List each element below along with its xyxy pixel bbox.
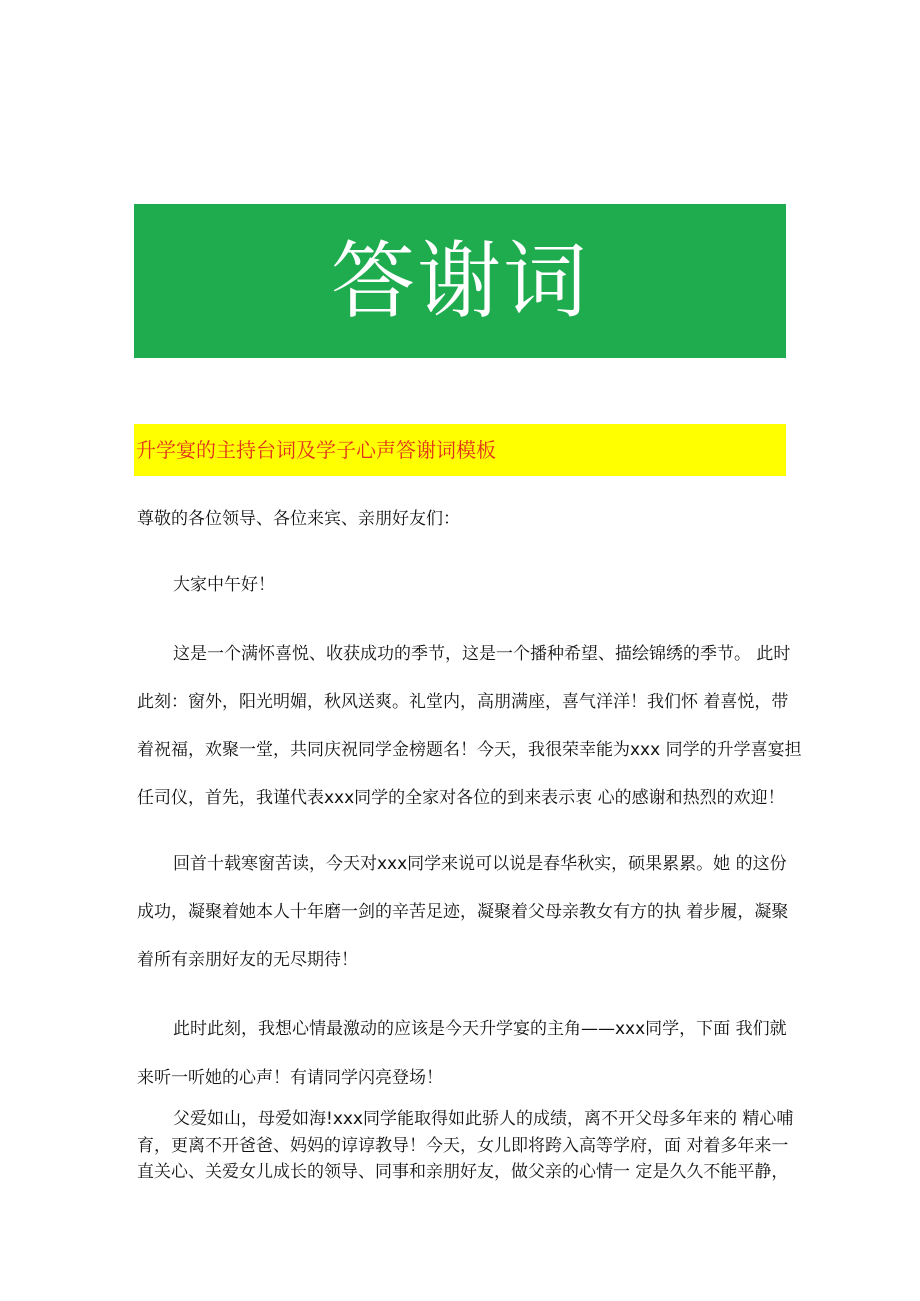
paragraph-3-line-1: 此时此刻，我想心情最激动的应该是今天升学宴的主角——xxx同学，下面 我们就 — [173, 1019, 787, 1039]
paragraph-2-line-2: 成功，凝聚着她本人十年磨一剑的辛苦足迹，凝聚着父母亲教女有方的执 着步履，凝聚 — [137, 902, 789, 922]
paragraph-1-line-3: 着祝福，欢聚一堂，共同庆祝同学金榜题名！今天，我很荣幸能为xxx 同学的升学喜宴担 — [137, 740, 802, 760]
page-title: 答谢词 — [330, 232, 589, 330]
greeting-line: 尊敬的各位领导、各位来宾、亲朋好友们： — [137, 509, 460, 529]
paragraph-1-line-4: 任司仪，首先，我谨代表xxx同学的全家对各位的到来表示衷 心的感谢和热烈的欢迎！ — [137, 788, 785, 808]
paragraph-3-line-2: 来听一听她的心声！有请同学闪亮登场！ — [137, 1068, 443, 1088]
paragraph-4-line-2: 育，更离不开爸爸、妈妈的谆谆教导！今天，女儿即将跨入高等学府，面 对着多年来一 — [137, 1136, 789, 1156]
document-subtitle: 升学宴的主持台词及学子心声答谢词模板 — [136, 438, 496, 462]
subtitle-highlight — [134, 424, 786, 476]
paragraph-2-line-1: 回首十载寒窗苦读，今天对xxx同学来说可以说是春华秋实，硕果累累。她 的这份 — [173, 854, 787, 874]
title-banner — [134, 204, 786, 358]
paragraph-1-line-1: 这是一个满怀喜悦、收获成功的季节，这是一个播种希望、描绘锦绣的季节。 此时 — [173, 644, 791, 664]
paragraph-2-line-3: 着所有亲朋好友的无尽期待！ — [137, 950, 358, 970]
paragraph-1-line-2: 此刻：窗外，阳光明媚，秋风送爽。礼堂内，高朋满座，喜气洋洋！我们怀 着喜悦，带 — [137, 692, 789, 712]
paragraph-4-line-1: 父爱如山，母爱如海!xxx同学能取得如此骄人的成绩，离不开父母多年来的 精心哺 — [173, 1109, 794, 1129]
opening-line: 大家中午好！ — [173, 575, 275, 595]
paragraph-4-line-3: 直关心、关爱女儿成长的领导、同事和亲朋好友，做父亲的心情一 定是久久不能平静， — [137, 1162, 789, 1182]
